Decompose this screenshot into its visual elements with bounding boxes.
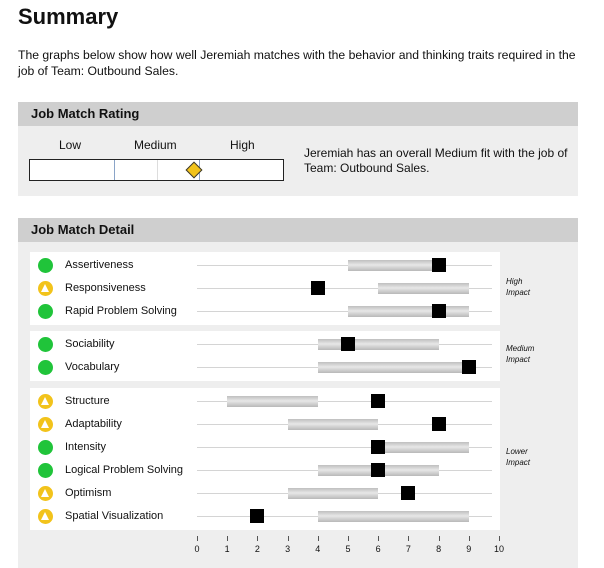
match-circle-icon [38, 440, 53, 455]
score-marker [432, 417, 446, 431]
trait-group-lower [30, 388, 500, 530]
score-marker [432, 258, 446, 272]
rating-divider-mid [157, 160, 158, 180]
rating-level-low: Low [59, 138, 82, 152]
job-range-bar [348, 260, 439, 271]
score-marker [432, 304, 446, 318]
trait-row [30, 482, 500, 505]
job-match-detail-header: Job Match Detail [18, 218, 578, 242]
score-marker [311, 281, 325, 295]
match-circle-icon [38, 360, 53, 375]
axis-tick-label: 3 [285, 544, 291, 554]
trait-name: Sociability [65, 338, 115, 350]
job-match-rating-header: Job Match Rating [18, 102, 578, 126]
axis-tick [288, 536, 289, 541]
axis-tick-label: 5 [345, 544, 351, 554]
score-marker [371, 463, 385, 477]
score-marker [462, 360, 476, 374]
axis-tick-label: 7 [405, 544, 411, 554]
trait-row [30, 505, 500, 528]
axis-tick [378, 536, 379, 541]
impact-label-word: Impact [506, 355, 531, 364]
impact-label-word: Impact [506, 287, 531, 297]
page-title: Summary [18, 4, 119, 29]
score-marker [371, 440, 385, 454]
trait-name: Structure [65, 395, 110, 407]
trait-name: Optimism [65, 487, 112, 499]
axis-tick-label: 0 [194, 544, 200, 554]
trait-row [30, 333, 500, 356]
impact-label-word: High [506, 276, 523, 286]
trait-name: Adaptability [65, 418, 122, 430]
job-range-bar [227, 396, 318, 407]
trait-name: Logical Problem Solving [65, 464, 184, 476]
axis-tick [348, 536, 349, 541]
trait-row [30, 390, 500, 413]
job-range-bar [348, 306, 469, 317]
trait-row [30, 436, 500, 459]
rating-level-medium: Medium [134, 138, 177, 152]
trait-row [30, 254, 500, 277]
match-circle-icon [38, 463, 53, 478]
match-circle-icon [38, 304, 53, 319]
score-scale-axis [18, 530, 578, 560]
trait-row [30, 459, 500, 482]
caution-triangle-icon [38, 417, 53, 432]
trait-name: Intensity [65, 441, 106, 453]
axis-tick-label: 10 [493, 544, 504, 554]
job-match-rating-bar [29, 159, 284, 181]
rating-level-high: High [230, 138, 255, 152]
fit-marker-diamond-icon [186, 162, 203, 179]
trait-name: Spatial Visualization [65, 510, 164, 522]
match-circle-icon [38, 337, 53, 352]
caution-triangle-icon [38, 486, 53, 501]
caution-triangle-icon [38, 509, 53, 524]
match-circle-icon [38, 258, 53, 273]
axis-tick [257, 536, 258, 541]
job-match-detail-panel [18, 218, 578, 568]
impact-label-word: Lower [506, 447, 528, 456]
trait-name: Vocabulary [65, 361, 120, 373]
job-range-bar [378, 283, 469, 294]
job-range-bar [288, 419, 379, 430]
job-range-bar [318, 511, 469, 522]
trait-group-high [30, 252, 500, 325]
impact-label [506, 446, 530, 468]
axis-tick [408, 536, 409, 541]
axis-tick-label: 9 [466, 544, 472, 554]
axis-tick [318, 536, 319, 541]
caution-triangle-icon [38, 394, 53, 409]
intro-text: The graphs below show how well Jeremiah matches with the behavior and thinking traits required in the job of Team: Outbound Sales. [18, 48, 576, 78]
trait-guide-line [197, 265, 492, 266]
axis-tick-label: 2 [254, 544, 260, 554]
axis-tick [499, 536, 500, 541]
rating-summary-text: Jeremiah has an overall Medium fit with the job of Team: Outbound Sales. [304, 146, 568, 175]
score-marker [341, 337, 355, 351]
caution-triangle-icon [38, 281, 53, 296]
job-range-bar [318, 339, 439, 350]
axis-tick-label: 6 [375, 544, 381, 554]
axis-tick [469, 536, 470, 541]
trait-group-medium [30, 331, 500, 381]
job-range-bar [288, 488, 379, 499]
trait-row [30, 277, 500, 300]
impact-label-word: Medium [506, 344, 535, 353]
score-marker [401, 486, 415, 500]
axis-tick [439, 536, 440, 541]
axis-tick-label: 8 [436, 544, 442, 554]
axis-tick [227, 536, 228, 541]
job-range-bar [318, 362, 469, 373]
job-match-rating-panel [18, 102, 578, 196]
impact-label-word: Impact [506, 458, 531, 467]
trait-name: Assertiveness [65, 259, 134, 271]
impact-label [506, 276, 530, 298]
axis-tick-label: 1 [224, 544, 230, 554]
job-range-bar [378, 442, 469, 453]
axis-tick [197, 536, 198, 541]
axis-tick-label: 4 [315, 544, 321, 554]
trait-row [30, 413, 500, 436]
rating-divider-low [114, 160, 115, 180]
score-marker [371, 394, 385, 408]
trait-row [30, 356, 500, 379]
trait-name: Responsiveness [65, 282, 146, 294]
impact-label [506, 343, 534, 365]
score-marker [250, 509, 264, 523]
trait-row [30, 300, 500, 323]
trait-name: Rapid Problem Solving [65, 305, 177, 317]
